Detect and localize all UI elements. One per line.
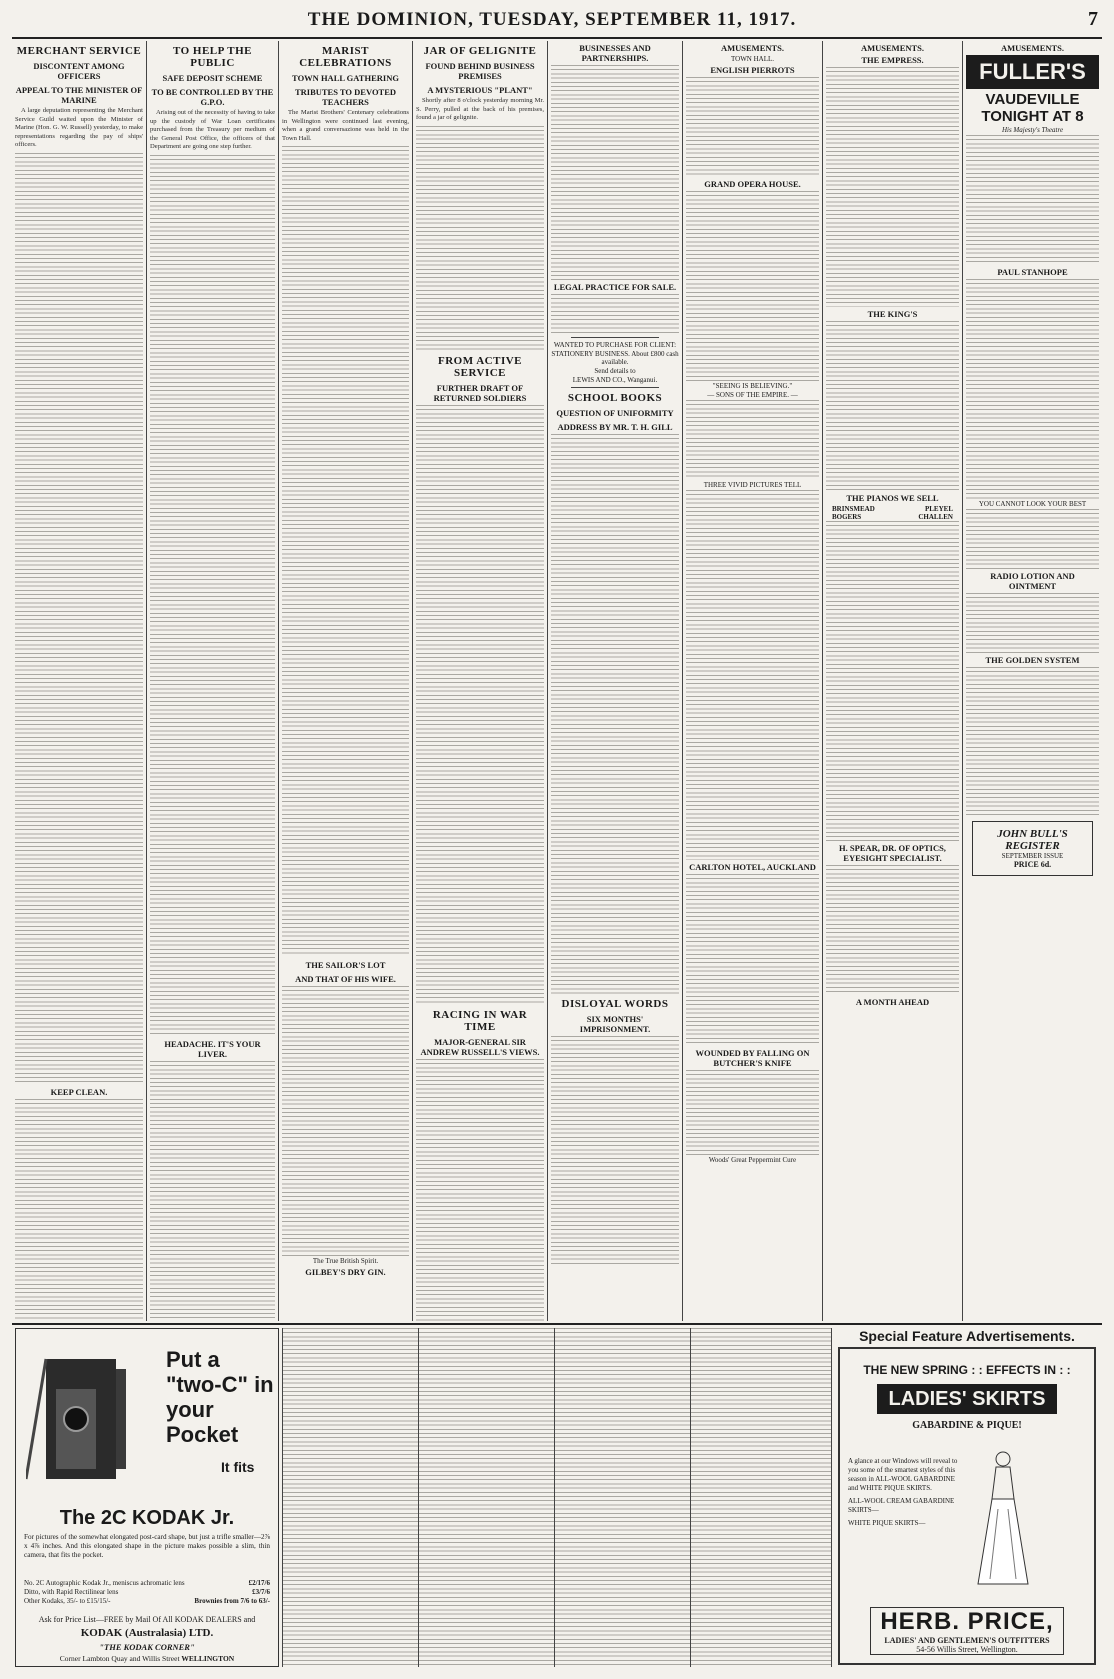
skirts-body: A glance at our Windows will reveal to you some of the smartest styles of this season in ALL-WOOL GABARDINE and WHITE PIQUE SKIRTS. ALL-WOOL CREAM GABARDINE SKIRTS— WHITE PIQUE SKIRTS— [848,1457,958,1527]
article-lead: Shortly after 8 o'clock yesterday morning Mr. S. Perry, pulled at the back of his premises, found a jar of gelignite. [416,97,544,122]
gilbey-ad: GILBEY'S DRY GIN. [305,1267,386,1278]
piano-bogers: BOGERS [832,513,862,521]
page-number: 7 [1088,8,1098,30]
radio-lotion: RADIO LOTION AND OINTMENT [990,571,1075,591]
subhead-safe-deposit: SAFE DEPOSIT SCHEME [162,73,263,83]
article-body-text [15,1099,143,1321]
ad-text [826,321,959,491]
subhead-appeal: APPEAL TO THE MINISTER OF MARINE [15,85,143,105]
subhead-plant: A MYSTERIOUS "PLANT" [427,85,533,95]
fullers-logo: FULLER'S [979,59,1086,84]
ad-text [691,1328,831,1666]
vivid-pictures: THREE VIVID PICTURES TELL [703,481,802,489]
kodak-brand: KODAK (Australasia) LTD. [80,1627,214,1639]
subhead-imprisonment: SIX MONTHS' IMPRISONMENT. [579,1014,651,1034]
column-amusements-3 [963,41,1102,1321]
subhead-headache: HEADACHE. IT'S YOUR LIVER. [164,1038,261,1059]
filler-column [419,1328,555,1667]
headline-merchant-service: MERCHANT SERVICE [16,45,142,57]
subhead-town-hall: TOWN HALL GATHERING [292,73,399,83]
outfitters: LADIES' AND GENTLEMEN'S OUTFITTERS [884,1636,1050,1645]
skirt-illustration-icon [968,1449,1038,1589]
carlton-hotel-ad: CARLTON HOTEL, AUCKLAND [689,862,816,872]
headline-racing: RACING IN WAR TIME [432,1008,528,1033]
subhead-sailors-lot: THE SAILOR'S LOT [305,960,386,971]
piano-pleyel: PLEYEL [924,505,953,513]
subhead-found-behind: FOUND BEHIND BUSINESS PREMISES [425,61,535,81]
subhead-gpo: TO BE CONTROLLED BY THE G.P.O. [151,87,274,107]
article-body-text [551,1036,679,1266]
bottom-ads [12,1323,1102,1670]
subhead-tributes: TRIBUTES TO DEVOTED TEACHERS [294,87,397,107]
article-body-text [150,1061,275,1321]
optics-ad: H. SPEAR, DR. OF OPTICS, EYESIGHT SPECIALIST. [839,843,946,863]
sons-of-empire: — SONS OF THE EMPIRE. — [707,391,798,399]
kodak-address: Corner Lambton Quay and Willis Street WELLINGTON [59,1654,235,1663]
columns [12,41,1102,1321]
ad-text [966,593,1099,653]
article-lead: A large deputation representing the Merchant Service Guild waited upon the Minister of Marine (Hon. G. W. Russell) yesterday, to make representations regarding the pay of ships' officers. [15,107,143,149]
ad-text [686,490,819,860]
amusements-header: AMUSEMENTS. [860,43,925,53]
article-body-text [150,155,275,1035]
ad-text [966,667,1099,817]
special-feature-title: Special Feature Advertisements. [859,1328,1075,1344]
kodak-prices [24,1579,270,1606]
look-your-best: YOU CANNOT LOOK YOUR BEST [978,500,1087,508]
headline-marist: MARIST CELEBRATIONS [299,45,392,69]
ladies-skirts: LADIES' SKIRTS [877,1384,1057,1414]
herb-price-ad [870,1607,1064,1655]
article-body-text [555,1328,690,1666]
town-hall-ad: TOWN HALL. [730,55,775,63]
pianos-ad: THE PIANOS WE SELL [846,493,939,503]
newspaper-page [12,6,1102,1666]
ad-text [966,509,1099,569]
kodak-camera-icon [26,1349,146,1499]
ad-text [966,135,1099,265]
amusements-header: AMUSEMENTS. [1000,43,1065,53]
kodak-description: For pictures of the somewhat elongated post-card shape, but just a trifle smaller—2⅞ x 4⅞ inches. And this elongated shape in the picture makes possible a slim, thin camera, that fits the pocket. [24,1533,270,1559]
gilbey-tagline: The True British Spirit. [312,1257,379,1266]
ad-text [826,67,959,307]
article-body-text [416,126,544,351]
new-spring-effects: THE NEW SPRING : : EFFECTS IN : : [863,1363,1071,1377]
kodak-corner: "THE KODAK CORNER" [99,1642,195,1652]
vaudeville-tonight: VAUDEVILLE TONIGHT AT 8 [981,91,1084,125]
ladies-skirts-ad [838,1347,1096,1665]
article-body-text [282,986,409,1256]
his-majestys: His Majesty's Theatre [1001,126,1064,134]
masthead [12,6,1102,39]
woods-peppermint: Woods' Great Peppermint Cure [708,1156,797,1164]
wanted-to-purchase: WANTED TO PURCHASE FOR CLIENT: [553,341,677,349]
paul-stanhope: PAUL STANHOPE [997,267,1068,277]
herb-address: 54-56 Willis Street, Wellington. [916,1645,1018,1654]
article-body-text [419,1328,554,1666]
ad-text [686,77,819,177]
grand-opera-house-ad: GRAND OPERA HOUSE. [704,179,801,189]
english-pierrots-ad: ENGLISH PIERROTS [710,65,795,75]
subhead-address-gill: ADDRESS BY MR. T. H. GILL [557,422,673,432]
price-value-3: Brownies from 7/6 to 63/- [194,1597,270,1605]
column-merchant-service [12,41,147,1321]
subhead-his-wife: AND THAT OF HIS WIFE. [295,974,396,985]
empress-ad: THE EMPRESS. [861,55,924,65]
ad-text [686,191,819,381]
price-label-3: Other Kodaks, 35/- to £15/15/- [24,1597,111,1605]
price-label-2: Ditto, with Rapid Rectilinear lens [24,1588,119,1596]
page-title: THE DOMINION, TUESDAY, SEPTEMBER 11, 1917. [307,9,797,30]
ad-text [686,874,819,1044]
put-two-c: Put a "two-C" in your Pocket [166,1347,274,1447]
fullers-banner [966,55,1099,89]
ad-text [966,279,1099,499]
column-gelignite [413,41,548,1321]
ad-text [686,400,819,480]
september-issue: SEPTEMBER ISSUE [1001,852,1064,860]
subhead-returned-soldiers: FURTHER DRAFT OF RETURNED SOLDIERS [433,382,527,403]
gabardine-pique: GABARDINE & PIQUE! [912,1420,1022,1431]
legal-practice-ad: LEGAL PRACTICE FOR SALE. [553,282,677,292]
register-ad [972,821,1093,876]
ad-text [826,865,959,995]
subhead-uniformity: QUESTION OF UNIFORMITY [556,408,674,418]
soldier-list-text [416,405,544,1005]
ask-price-list: Ask for Price List—FREE by Mail Of All KODAK DEALERS and [38,1615,256,1624]
kodak-product-name: The 2C KODAK Jr. [59,1507,235,1529]
special-feature-section [832,1325,1102,1670]
month-ahead: A MONTH AHEAD [855,997,930,1007]
register-price: PRICE 6d. [1013,860,1052,869]
price-label-1: No. 2C Autographic Kodak Jr., meniscus achromatic lens [24,1579,185,1587]
piano-challen: CHALLEN [918,513,953,521]
amusements-header: AMUSEMENTS. [720,43,785,53]
price-value-2: £3/7/6 [252,1588,270,1596]
column-marist [279,41,413,1321]
classified-text [551,65,679,280]
piano-brinsmead: BRINSMEAD [832,505,875,513]
filler-column [282,1328,419,1667]
article-body-text [282,146,409,956]
column-business [548,41,683,1321]
stationery-business: STATIONERY BUSINESS. About £800 cash available. [551,350,679,366]
article-lead: Arising out of the necessity of having to take up the custody of War Loan certificates purchased from the Treasury per medium of the General Post Office, the officers of that Department are going one step further. [150,109,275,151]
ad-text [826,521,959,841]
article-body-text [15,153,143,1083]
headline-active-service: FROM ACTIVE SERVICE [437,354,523,379]
column-help-public [147,41,279,1321]
subhead-russell-views: MAJOR-GENERAL SIR ANDREW RUSSELL'S VIEWS. [420,1036,540,1057]
classified-text [551,294,679,334]
kings-ad: THE KING'S [867,309,918,319]
headline-help-public: TO HELP THE PUBLIC [172,45,253,69]
send-details: Send details to [594,367,636,375]
article-body-text [551,434,679,994]
it-fits: It fits [221,1459,255,1475]
kodak-ad [15,1328,279,1667]
seeing-is-believing: "SEEING IS BELIEVING." [712,382,793,390]
headline-disloyal: DISLOYAL WORDS [561,998,669,1010]
headline-wounded: WOUNDED BY FALLING ON BUTCHER'S KNIFE [695,1048,810,1068]
filler-column [555,1328,691,1667]
golden-system: THE GOLDEN SYSTEM [985,655,1080,665]
filler-column [691,1328,832,1667]
subhead-discontent: DISCONTENT AMONG OFFICERS [33,61,125,81]
herb-price-name: HERB. PRICE, [880,1608,1054,1635]
headline-gelignite: JAR OF GELIGNITE [423,45,537,57]
lewis-and-co: LEWIS AND CO., Wanganui. [572,376,658,384]
article-lead: The Marist Brothers' Centenary celebrations in Wellington were continued last evening, when a grand conversazione was held in the Town Hall. [282,109,409,142]
subhead-keep-clean: KEEP CLEAN. [50,1086,108,1097]
article-body-text [686,1070,819,1155]
price-value-1: £2/17/6 [248,1579,270,1587]
column-amusements-2 [823,41,963,1321]
john-bulls-register: JOHN BULL'S REGISTER [997,828,1068,852]
column-amusements-1 [683,41,823,1321]
article-body-text [416,1059,544,1321]
headline-school-books: SCHOOL BOOKS [567,392,663,404]
classified-header: BUSINESSES AND PARTNERSHIPS. [579,43,651,63]
article-body-text [283,1328,418,1666]
